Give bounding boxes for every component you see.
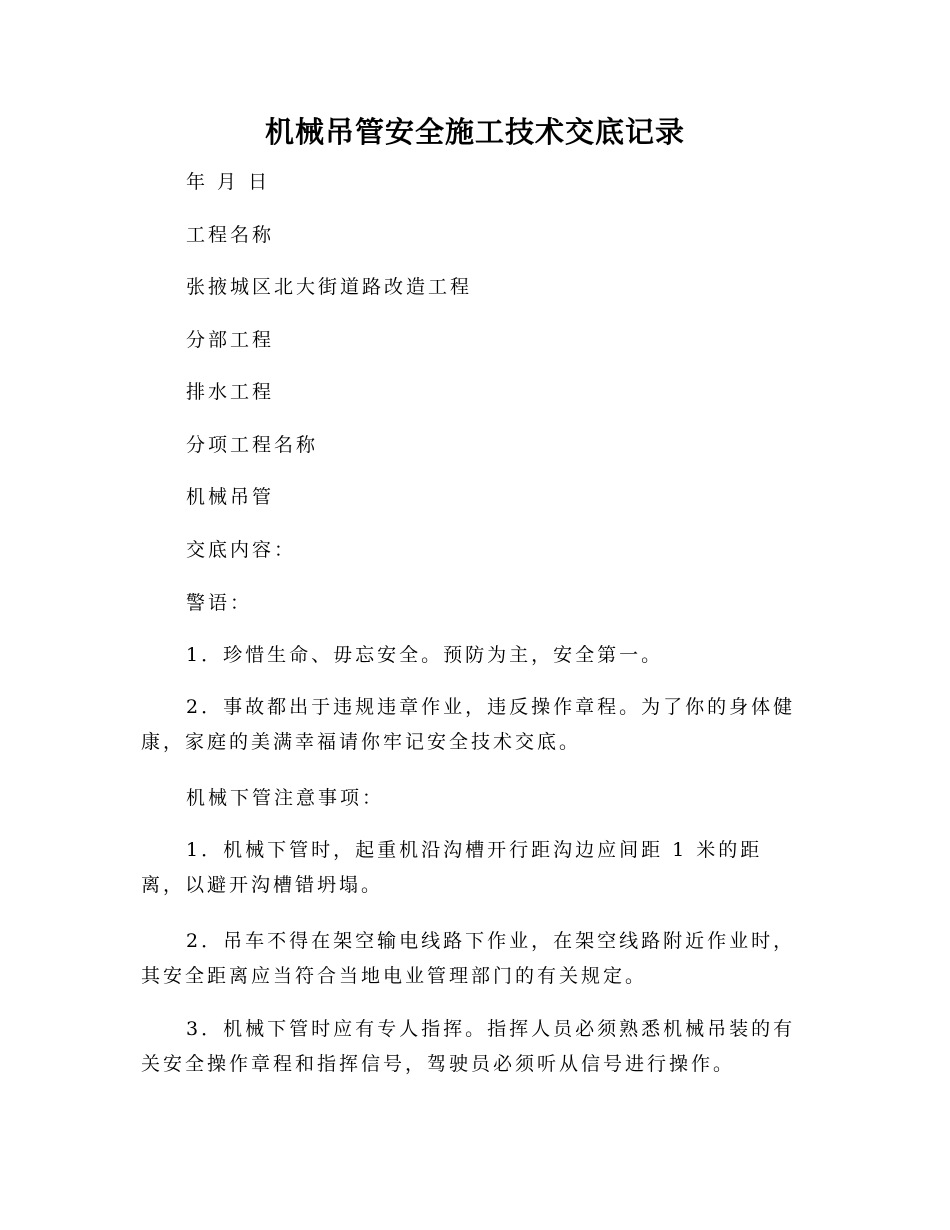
subitem-value: 机械吊管	[186, 486, 275, 508]
project-name: 张掖城区北大街道路改造工程	[186, 276, 473, 298]
subitem-label: 分项工程名称	[186, 434, 319, 456]
document-title: 机械吊管安全施工技术交底记录	[264, 115, 685, 149]
date-line: 年 月 日	[186, 171, 271, 193]
project-name-label: 工程名称	[186, 224, 275, 246]
notes-label: 机械下管注意事项：	[186, 787, 385, 809]
content-label: 交底内容：	[186, 539, 297, 561]
warning-item: 1．珍惜生命、毋忘安全。预防为主，安全第一。	[186, 644, 664, 666]
division-value: 排水工程	[186, 381, 275, 403]
note-item: 2．吊车不得在架空输电线路下作业，在架空线路附近作业时，其安全距离应当符合当地电业管理部门的有关规定。	[141, 930, 796, 987]
warning-item: 2．事故都出于违规违章作业，违反操作章程。为了你的身体健康，家庭的美满幸福请你牢记安全技术交底。	[141, 696, 796, 753]
note-item: 1．机械下管时，起重机沿沟槽开行距沟边应间距 1 米的距离，以避开沟槽错坍塌。	[141, 839, 763, 896]
division-label: 分部工程	[186, 329, 275, 351]
warning-label: 警语：	[186, 592, 253, 614]
note-item: 3．机械下管时应有专人指挥。指挥人员必须熟悉机械吊装的有关安全操作章程和指挥信号，驾驶员必须听从信号进行操作。	[141, 1018, 796, 1075]
